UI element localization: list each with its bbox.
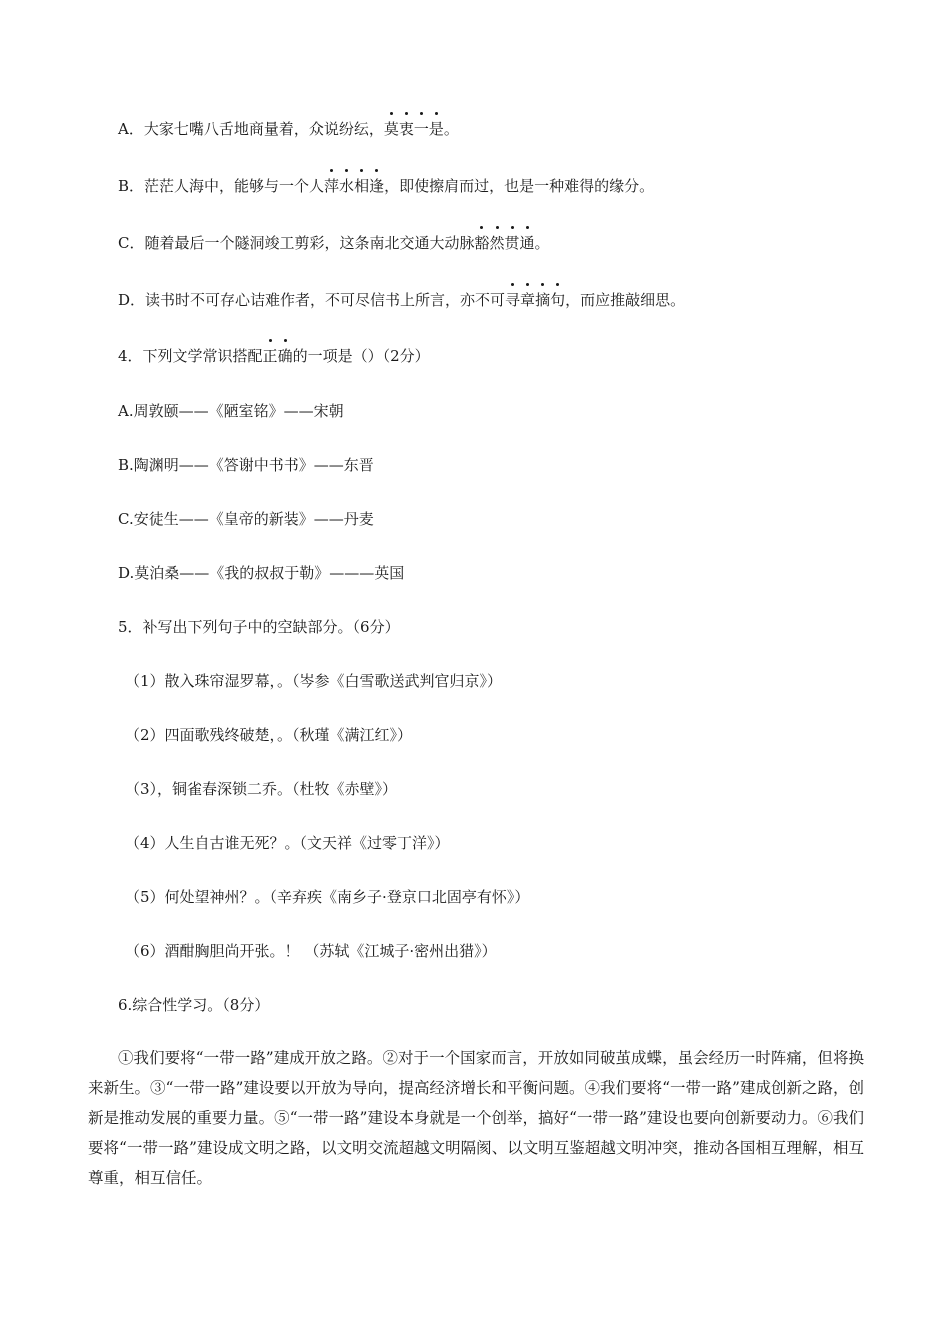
fill-item-6: （6）酒酣胸胆尚开张。！ （苏轼《江城子·密州出猎》） — [125, 942, 497, 960]
option-3c — [118, 233, 550, 253]
question-4-stem — [118, 346, 430, 366]
fill-item-4: （4）人生自古谁无死？。（文天祥《过零丁洋》） — [125, 834, 450, 852]
option-3d — [118, 290, 685, 310]
emphasized-char: 正 — [262, 347, 278, 365]
emphasized-char: 水 — [339, 177, 355, 195]
emphasized-char: 章 — [520, 291, 536, 309]
emphasized-char: 相 — [354, 177, 370, 195]
emphasized-char: 贯 — [504, 234, 520, 252]
question-text: 4．下列文学常识搭配 — [118, 347, 263, 365]
option-text: 。 — [534, 234, 550, 252]
emphasized-char: 萍 — [324, 177, 340, 195]
fill-item-5: （5）何处望神州？。（辛弃疾《南乡子·登京口北固亭有怀》） — [125, 888, 530, 906]
option-4b: B.陶渊明——《答谢中书书》——东晋 — [118, 456, 374, 474]
emphasized-char: 寻 — [505, 291, 521, 309]
passage-paragraph: ①我们要将“一带一路”建成开放之路。②对于一个国家而言，开放如同破茧成蝶，虽会经历一时阵痛，但将换来新生。③“一带一路”建设要以开放为导向，提高经济增长和平衡问题。④我们要将“一带一路”建成创新之路，创新是推动发展的重要力量。⑤“一带一路”建设本身就是一个创举，搞好“一带一路”建设也要向创新要动力。⑥我们要将“一带一路”建设成文明之路，以文明交流超越文明隔阂、以文明互鉴超越文明冲突，推动各国相互理解，相互尊重，相互信任。 — [88, 1049, 864, 1187]
emphasized-char: 衷 — [398, 120, 414, 138]
option-text: 。 — [443, 120, 459, 138]
question-5-stem: 5．补写出下列句子中的空缺部分。（6分） — [118, 618, 400, 636]
option-4a: A.周敦颐——《陋室铭》——宋朝 — [118, 402, 344, 420]
option-text: A．大家七嘴八舌地商量着，众说纷纭， — [118, 120, 384, 138]
option-text: B．茫茫人海中，能够与一个人 — [118, 177, 325, 195]
emphasized-char: 一 — [413, 120, 429, 138]
fill-item-2: （2）四面歌残终破楚，。（秋瑾《满江红》） — [125, 726, 413, 744]
emphasized-char: 摘 — [535, 291, 551, 309]
emphasized-char: 然 — [489, 234, 505, 252]
emphasized-char: 莫 — [383, 120, 399, 138]
option-4d: D.莫泊桑——《我的叔叔于勒》———英国 — [118, 564, 405, 582]
question-6-stem: 6.综合性学习。（8分） — [118, 996, 270, 1014]
emphasized-char: 豁 — [474, 234, 490, 252]
option-3a — [118, 119, 459, 139]
question-text: 的一项是（）（2分） — [292, 347, 430, 365]
option-text: ，而应推敲细思。 — [565, 291, 686, 309]
option-3b — [118, 176, 654, 196]
option-4c: C.安徒生——《皇帝的新装》——丹麦 — [118, 510, 374, 528]
option-text: ，即使擦肩而过，也是一种难得的缘分。 — [384, 177, 655, 195]
emphasized-char: 句 — [550, 291, 566, 309]
fill-item-3: （3），铜雀春深锁二乔。（杜牧《赤壁》） — [125, 780, 398, 798]
emphasized-char: 逢 — [369, 177, 385, 195]
emphasized-char: 确 — [277, 347, 293, 365]
emphasized-char: 是 — [428, 120, 444, 138]
fill-item-1: （1）散入珠帘湿罗幕，。（岑参《白雪歌送武判官归京》） — [125, 672, 503, 690]
option-text: C．随着最后一个隧洞竣工剪彩，这条南北交通大动脉 — [118, 234, 475, 252]
emphasized-char: 通 — [519, 234, 535, 252]
option-text: D．读书时不可存心诘难作者，不可尽信书上所言，亦不可 — [118, 291, 506, 309]
